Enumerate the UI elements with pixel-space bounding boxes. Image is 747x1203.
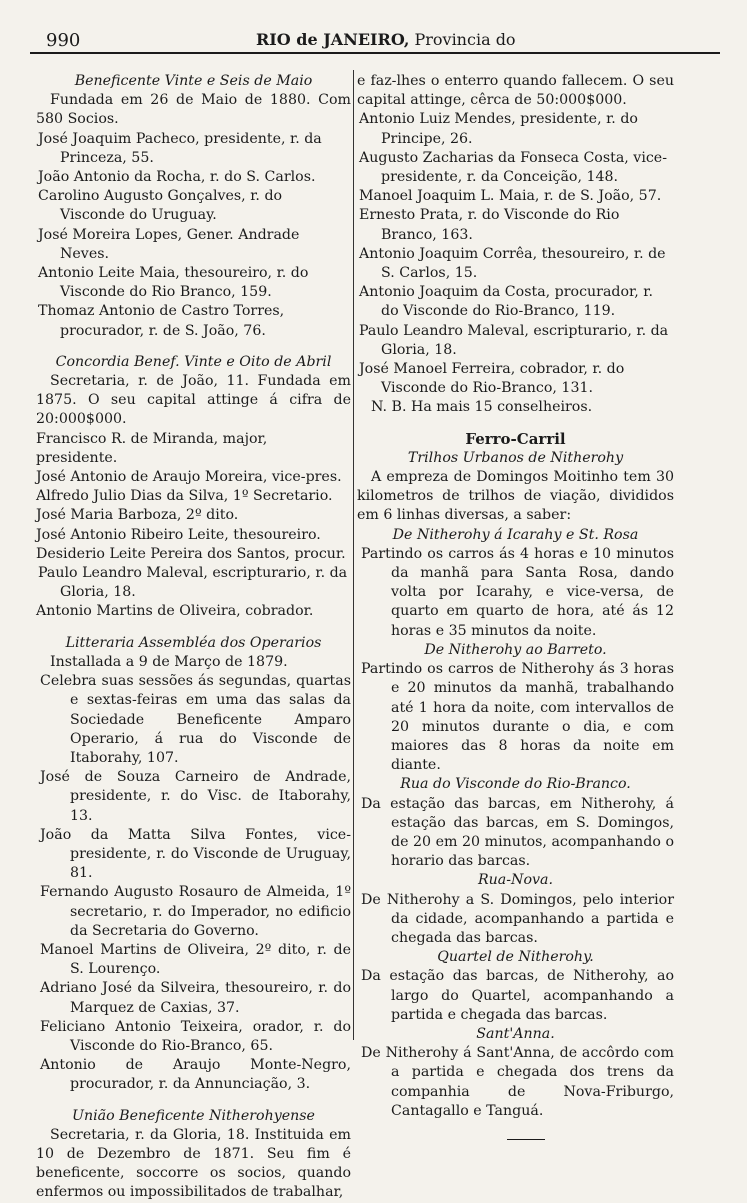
member-entry: Antonio Joaquim da Costa, procurador, r. do Visconde do Rio-Branco, 119. (359, 284, 653, 320)
running-title-main: RIO de JANEIRO, (256, 30, 410, 49)
section-intro: A empreza de Domingos Moitinho tem 30 kilometros de trilhos de viação, divididos em 6 linhas diversas, a saber: (357, 469, 674, 524)
running-title (256, 30, 516, 49)
member-entry: Paulo Leandro Maleval, escripturario, r. da Gloria, 18. (38, 565, 348, 601)
section-intro: Secretaria, r. de João, 11. Fundada em 1875. O seu capital attinge á cifra de 20:000$000. (36, 373, 351, 428)
section-intro: Fundada em 26 de Maio de 1880. Com 580 Socios. (36, 92, 351, 128)
member-entry: Alfredo Julio Dias da Silva, 1º Secretario. (36, 488, 333, 505)
section-description: Celebra suas sessões ás segundas, quartas e sextas-feiras em uma das salas da Sociedade Beneficente Amparo Operario, á rua do Visconde de Itaborahy, 107. (40, 673, 351, 766)
route-text: Da estação das barcas, de Nitherohy, ao largo do Quartel, acompanhando a partida e chegada das barcas. (361, 968, 674, 1023)
column-divider (353, 70, 354, 1040)
member-entry: Antonio Joaquim Corrêa, thesoureiro, r. de S. Carlos, 15. (359, 245, 666, 282)
member-entry: José Moreira Lopes, Gener. Andrade Neves. (38, 226, 300, 262)
route-text: De Nitherohy a S. Domingos, pelo interior da cidade, acompanhando a partida e chegada das barcas. (361, 891, 674, 946)
note: N. B. Ha mais 15 conselheiros. (371, 399, 593, 416)
route-text: De Nitherohy á Sant'Anna, de accôrdo com a partida e chegada dos trens da companhia de Nova-Friburgo, Cantagallo e Tanguá. (361, 1045, 674, 1119)
route-name: Rua-Nova. (477, 872, 553, 889)
route-text: Da estação das barcas, em Nitherohy, á estação das barcas, em S. Domingos, de 20 em 20 minutos, acompanhando o horario das barcas. (361, 795, 674, 870)
member-entry: Antonio de Araujo Monte-Negro, procurador, r. da Annunciação, 3. (40, 1057, 351, 1093)
section-heading: Beneficente Vinte e Seis de Maio (74, 73, 313, 89)
member-entry: Thomaz Antonio de Castro Torres, procurador, r. de S. João, 76. (38, 303, 285, 339)
continuation-text: e faz-lhes o enterro quando fallecem. O seu capital attinge, cêrca de 50:000$000. (357, 73, 674, 109)
member-entry: Manoel Martins de Oliveira, 2º dito, r. de S. Lourenço. (40, 941, 351, 978)
member-entry: Ernesto Prata, r. do Visconde do Rio Branco, 163. (359, 207, 620, 243)
member-entry: Desiderio Leite Pereira dos Santos, procur. (36, 545, 346, 562)
page-header (30, 26, 720, 54)
member-entry: Antonio Luiz Mendes, presidente, r. do Principe, 26. (359, 111, 638, 147)
member-entry: Francisco R. de Miranda, major, presidente. (36, 430, 268, 466)
route-name: De Nitherohy á Icarahy e St. Rosa (392, 526, 639, 543)
member-entry: José Maria Barboza, 2º dito. (36, 507, 239, 524)
member-entry: Adriano José da Silveira, thesoureiro, r. do Marquez de Caxias, 37. (40, 980, 351, 1016)
route-name: Rua do Visconde do Rio-Branco. (400, 776, 631, 793)
member-entry: José de Souza Carneiro de Andrade, presidente, r. do Visc. de Itaborahy, 13. (40, 769, 351, 824)
section-heading: Litteraria Assembléa dos Operarios (65, 634, 322, 651)
member-entry: Antonio Leite Maia, thesoureiro, r. do Visconde do Rio Branco, 159. (38, 265, 309, 301)
section-intro: Installada a 9 de Março de 1879. (50, 653, 288, 670)
route-name: Quartel de Nitherohy. (437, 949, 594, 966)
route-text: Partindo os carros ás 4 horas e 10 minutos da manhã para Santa Rosa, dando volta por Icarahy, e vice-versa, de quarto em quarto de hora, até ás 12 horas e 35 minutos da noite. (361, 545, 674, 639)
member-entry: Fernando Augusto Rosauro de Almeida, 1º secretario, r. do Imperador, no edificio da Secretaria do Governo. (40, 884, 351, 939)
section-heading: Ferro-Carril (465, 429, 566, 448)
member-entry: João Antonio da Rocha, r. do S. Carlos. (38, 169, 316, 186)
route-name: De Nitherohy ao Barreto. (424, 641, 607, 658)
member-entry: José Antonio Ribeiro Leite, thesoureiro. (36, 526, 321, 543)
member-entry: José Antonio de Araujo Moreira, vice-pres. (36, 469, 342, 486)
end-rule (507, 1139, 545, 1140)
section-heading: Concordia Benef. Vinte e Oito de Abril (55, 353, 332, 370)
route-name: Sant'Anna. (476, 1025, 555, 1042)
member-entry: Antonio Martins de Oliveira, cobrador. (36, 603, 314, 620)
page-number: 990 (46, 30, 81, 51)
member-entry: Manoel Joaquim L. Maia, r. de S. João, 57. (359, 188, 662, 205)
section-heading: União Beneficente Nitherohyense (72, 1107, 315, 1124)
member-entry: Augusto Zacharias da Fonseca Costa, vice-presidente, r. da Conceição, 148. (359, 149, 667, 186)
running-title-sub: Provincia do (409, 30, 516, 49)
right-column (357, 72, 674, 1140)
left-column (36, 72, 351, 1203)
member-entry: Carolino Augusto Gonçalves, r. do Visconde do Uruguay. (38, 188, 283, 224)
member-entry: Paulo Leandro Maleval, escripturario, r. da Gloria, 18. (359, 322, 669, 358)
section-subheading: Trilhos Urbanos de Nitherohy (407, 449, 624, 466)
member-entry: José Manoel Ferreira, cobrador, r. do Visconde do Rio-Branco, 131. (359, 361, 625, 397)
member-entry: Feliciano Antonio Teixeira, orador, r. do Visconde do Rio-Branco, 65. (40, 1018, 351, 1054)
section-intro: Secretaria, r. da Gloria, 18. Instituida em 10 de Dezembro de 1871. Seu fim é beneficente, soccorre os socios, quando enfermos ou impossibilitados de trabalhar, (36, 1126, 351, 1201)
member-entry: João da Matta Silva Fontes, vice-presidente, r. do Visconde de Uruguay, 81. (40, 826, 351, 882)
route-text: Partindo os carros de Nitherohy ás 3 horas e 20 minutos da manhã, trabalhando até 1 hora da noite, com intervallos de 20 minutos durante o dia, e com maiores das 8 horas da noite em diante. (361, 661, 674, 774)
member-entry: José Joaquim Pacheco, presidente, r. da Princeza, 55. (38, 130, 322, 166)
